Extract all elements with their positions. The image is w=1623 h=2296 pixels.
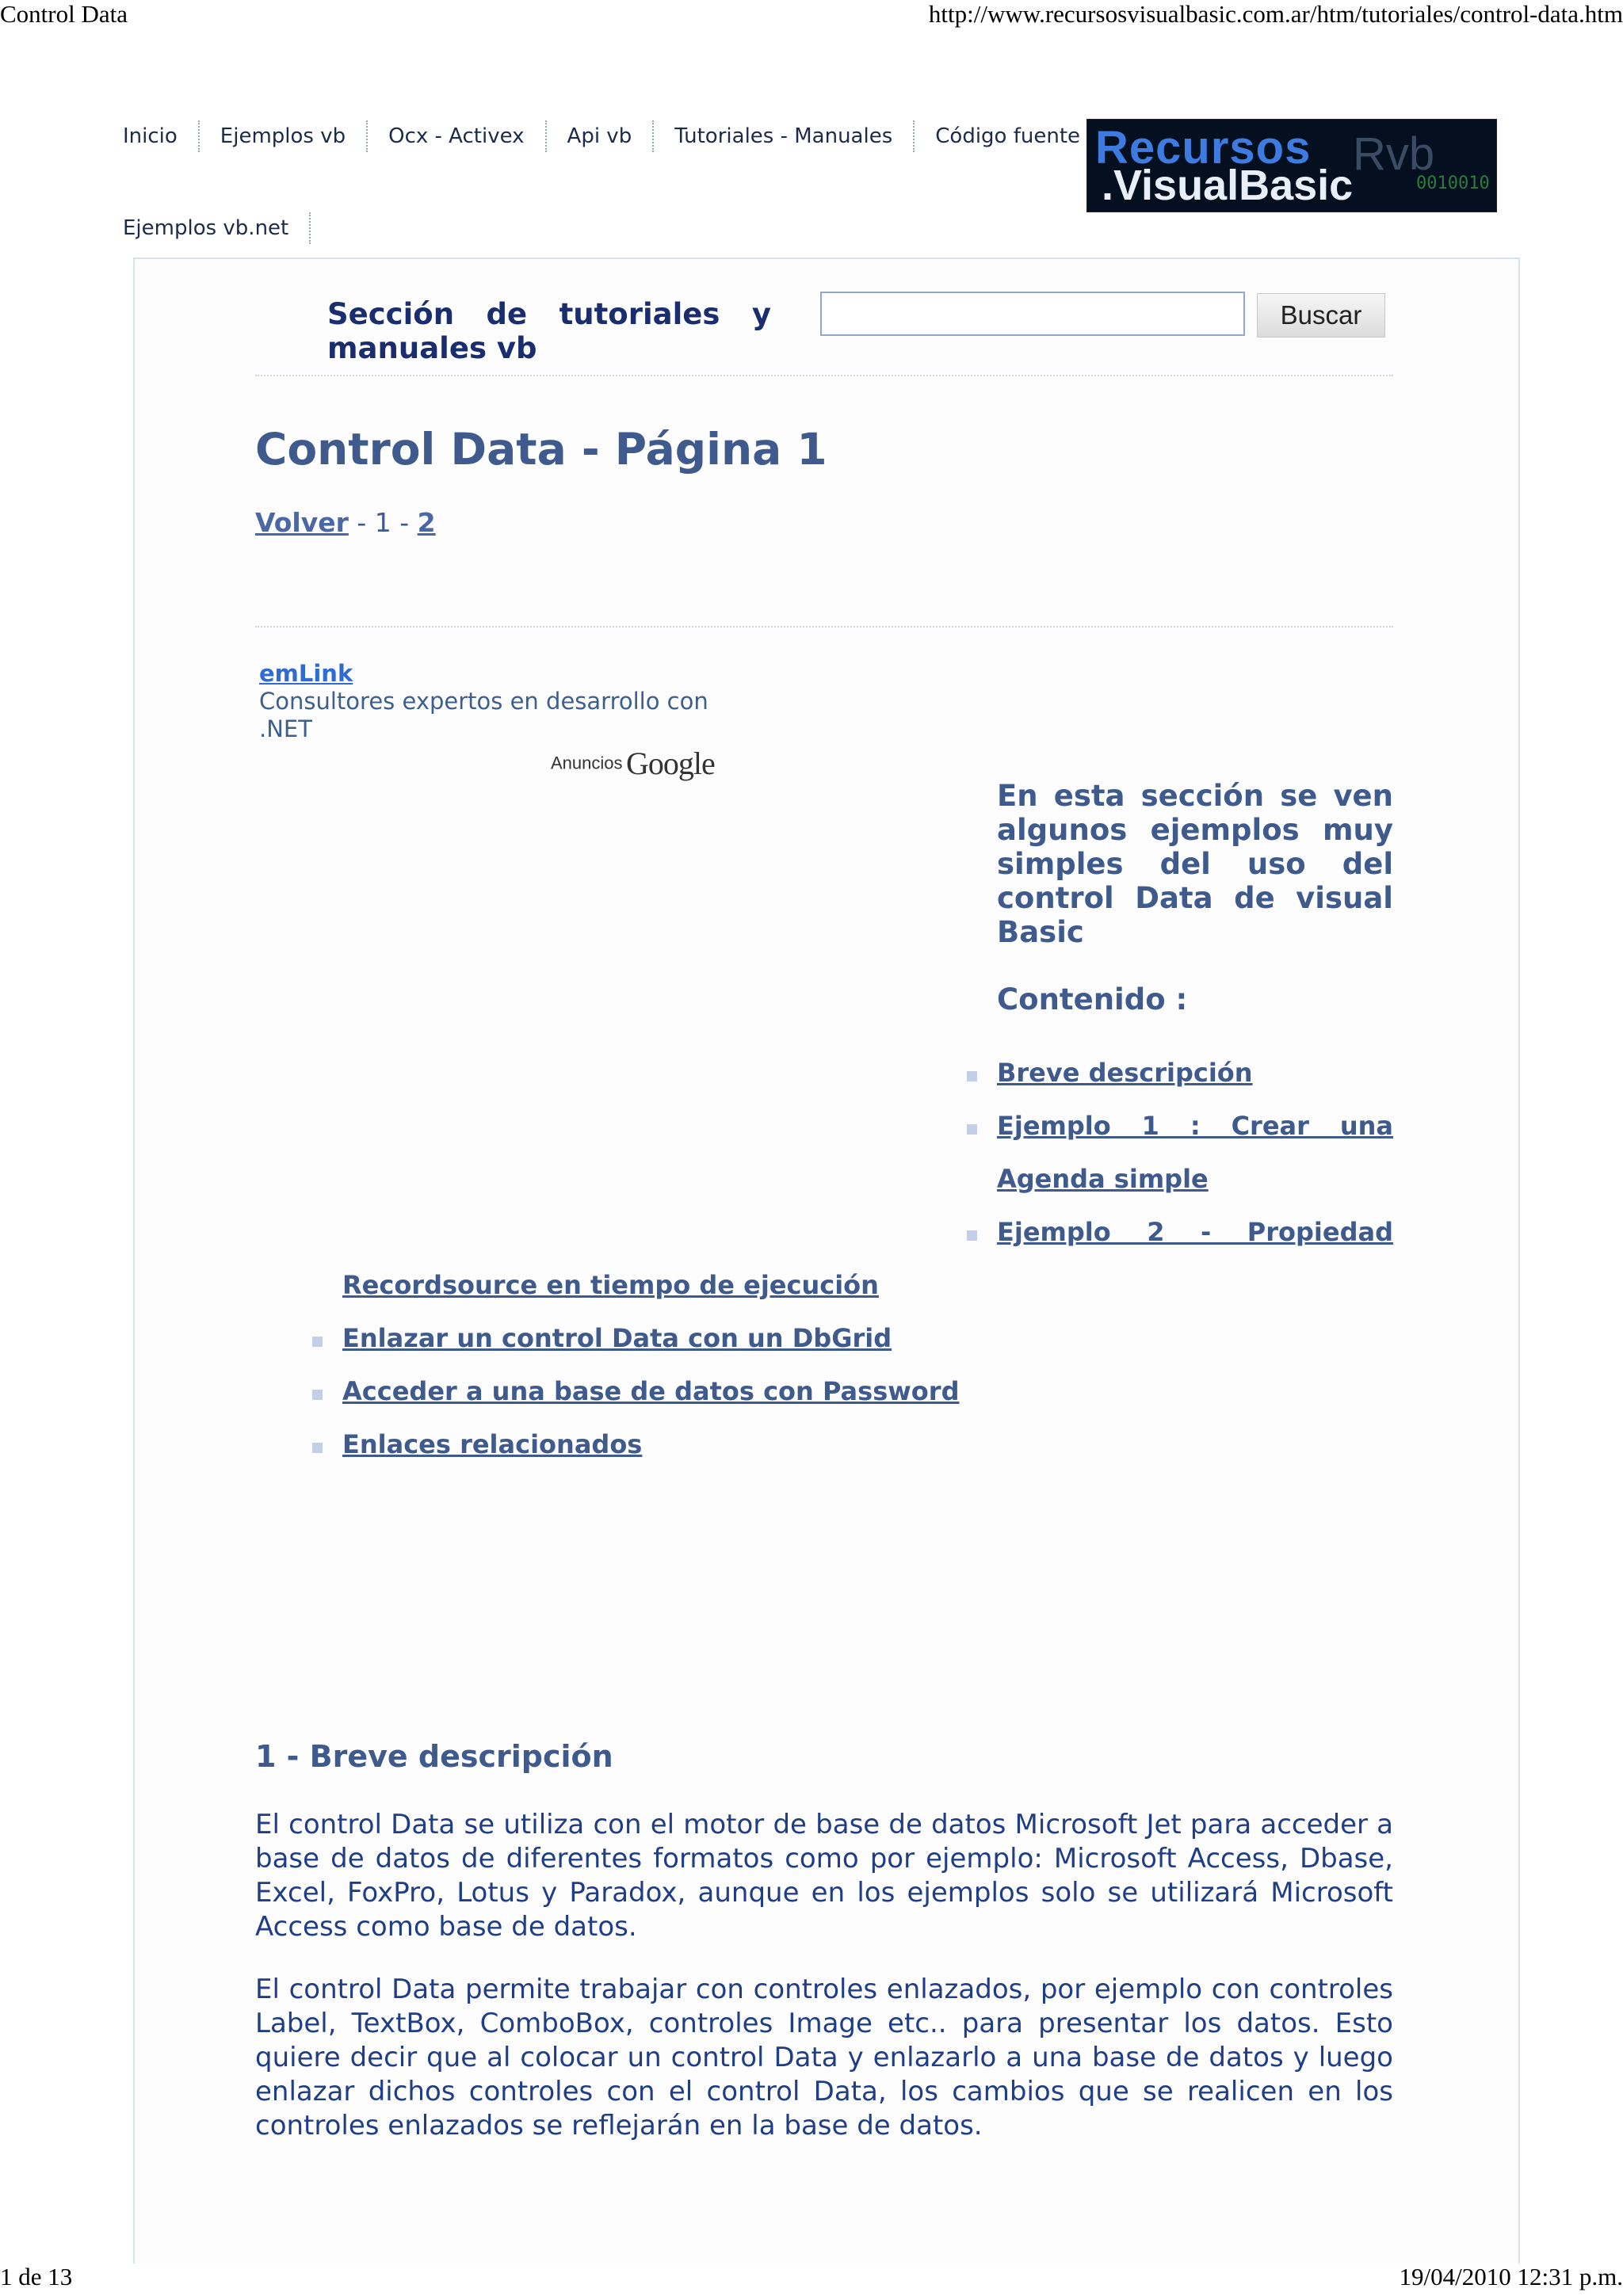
nav-item-codigo-fuente[interactable]: Código fuente [935, 124, 1081, 148]
pager [255, 507, 436, 538]
google-logo: Google [625, 746, 715, 781]
bullet-icon [312, 1337, 323, 1347]
pager-current: 1 [374, 507, 391, 538]
toc-link-ejemplo-1-cont[interactable]: Agenda simple [997, 1164, 1209, 1194]
nav-item-ocx-activex[interactable]: Ocx - Activex [368, 120, 546, 152]
print-footer-page: 1 de 13 [0, 2263, 73, 2290]
search-input[interactable] [820, 292, 1245, 336]
print-header-url: http://www.recursosvisualbasic.com.ar/htm/tutoriales/control-data.htm [928, 0, 1623, 28]
section-heading-breve-descripcion: 1 - Breve descripción [255, 1739, 613, 1774]
page-title: Control Data - Página 1 [255, 424, 827, 475]
top-nav [123, 119, 1101, 154]
search-button[interactable]: Buscar [1257, 293, 1385, 338]
nav-item-ejemplos-vb[interactable]: Ejemplos vb [200, 120, 368, 152]
section-title-line2: manuales vb [327, 331, 537, 365]
bullet-icon [967, 1124, 977, 1135]
pager-sep: - [348, 507, 375, 538]
section-title-line1: Sección de tutoriales y [327, 297, 771, 331]
toc-link-ejemplo-2[interactable]: Ejemplo 2 - Propiedad [997, 1217, 1393, 1247]
logo-text-rvb: Rvb [1353, 128, 1435, 180]
toc-link-enlaces[interactable]: Enlaces relacionados [342, 1429, 643, 1459]
print-footer-datetime: 19/04/2010 12:31 p.m. [1399, 2263, 1623, 2290]
intro-text-body: En esta sección se ven algunos ejemplos muy simples del uso del control Data de visual [997, 779, 1393, 915]
paragraph-2: El control Data permite trabajar con controles enlazados, por ejemplo con controles Label, TextBox, ComboBox, controles Image etc.. para presentar los datos. Esto quiere decir que al colocar un control Data y enlazarlo a una base de datos y luego enlazar dichos controles con el control Data, los cambios que se realicen en los controles enlazados se reflejarán en la base de datos. [255, 1974, 1393, 2142]
pager-back-link[interactable]: Volver [255, 507, 349, 538]
intro-text [997, 779, 1393, 915]
nav-item-inicio[interactable]: Inicio [123, 120, 200, 152]
ad-block [259, 660, 735, 743]
nav-item-tutoriales-manuales[interactable]: Tutoriales - Manuales [654, 120, 915, 152]
pager-sep: - [391, 507, 418, 538]
logo-binary: 0010010 [1416, 174, 1490, 193]
toc-link-ejemplo-1[interactable]: Ejemplo 1 : Crear una [997, 1111, 1393, 1141]
bullet-icon [312, 1443, 323, 1453]
paragraph-1: El control Data se utiliza con el motor de base de datos Microsoft Jet para acceder a base de datos de diferentes formatos como por ejemplo: Microsoft Access, Dbase, Excel, FoxPro, Lotus y Paradox, aunque en los ejemplos solo se utilizará Microsoft Access como base de datos. [255, 1809, 1393, 1943]
contents-heading: Contenido : [997, 982, 1188, 1016]
ads-label: Anuncios [551, 753, 623, 773]
divider [255, 626, 1393, 627]
ads-by-google[interactable] [551, 745, 715, 782]
bullet-icon [312, 1390, 323, 1400]
toc-link-dbgrid[interactable]: Enlazar un control Data con un DbGrid [342, 1323, 892, 1353]
site-logo[interactable] [1086, 119, 1497, 212]
bullet-icon [967, 1230, 977, 1241]
print-header-title: Control Data [0, 0, 128, 28]
logo-text-recursos: Recursos [1095, 122, 1312, 174]
content-frame [133, 257, 1520, 2264]
print-footer [0, 2263, 1623, 2294]
pager-next-link[interactable]: 2 [417, 507, 436, 538]
nav-item-api-vb[interactable]: Api vb [547, 120, 655, 152]
bullet-icon [967, 1071, 977, 1081]
ad-text: Consultores expertos en desarrollo con .NET [259, 688, 708, 742]
divider [255, 375, 1393, 376]
toc-link-breve-descripcion[interactable]: Breve descripción [997, 1058, 1253, 1088]
print-header [0, 0, 1623, 32]
toc-link-password[interactable]: Acceder a una base de datos con Password [342, 1376, 960, 1406]
nav-item-ejemplos-vbnet[interactable]: Ejemplos vb.net [123, 212, 311, 244]
top-nav-row-2 [123, 211, 311, 246]
intro-text-last: Basic [997, 915, 1084, 949]
toc-link-ejemplo-2-cont[interactable]: Recordsource en tiempo de ejecución [342, 1270, 879, 1300]
logo-text-visualbasic: .VisualBasic [1102, 162, 1354, 209]
ad-title-link[interactable]: emLink [259, 660, 353, 687]
